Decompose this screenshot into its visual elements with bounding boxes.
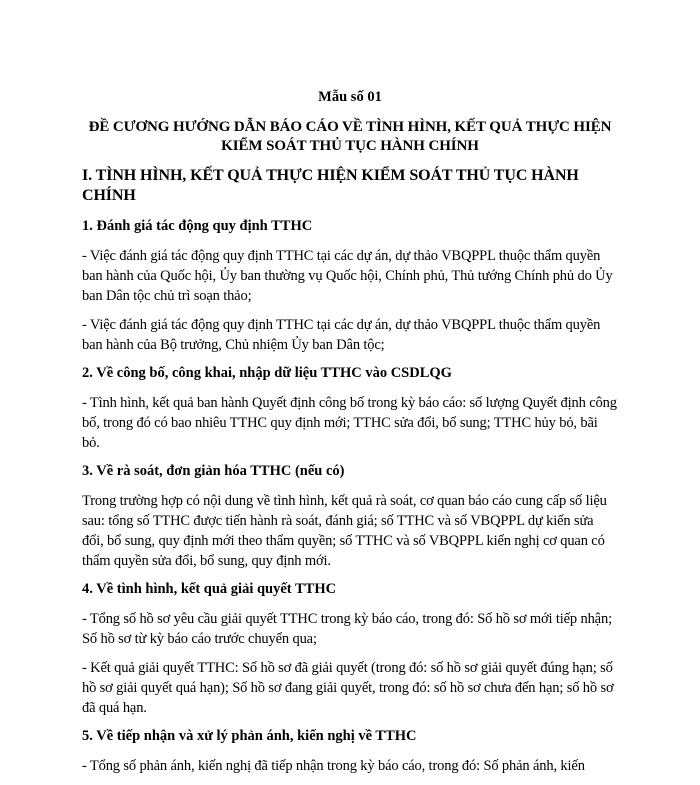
paragraph: - Tình hình, kết quả ban hành Quyết định công bố trong kỳ báo cáo: số lượng Quyết định công bố, trong đó có bao nhiêu TTHC quy định mới; TTHC sửa đổi, bổ sung; TTHC hủy bỏ, bãi bỏ. xyxy=(82,395,617,451)
subsection-heading-4: 4. Về tình hình, kết quả giải quyết TTHC xyxy=(82,581,337,597)
subsection-heading-1: 1. Đánh giá tác động quy định TTHC xyxy=(82,218,313,234)
paragraph: - Tổng số hồ sơ yêu cầu giải quyết TTHC trong kỳ báo cáo, trong đó: Số hồ sơ mới tiếp nhận; Số hồ sơ từ kỳ báo cáo trước chuyển qua; xyxy=(82,611,612,647)
paragraph: - Kết quả giải quyết TTHC: Số hồ sơ đã giải quyết (trong đó: số hồ sơ giải quyết đúng hạn; số hồ sơ giải quyết quá hạn); Số hồ sơ đang giải quyết, trong đó: số hồ sơ chưa đến hạn; số hồ sơ đã quá hạn. xyxy=(82,660,614,716)
subsection-heading-3: 3. Về rà soát, đơn giản hóa TTHC (nếu có) xyxy=(82,463,345,479)
subsection-heading-2: 2. Về công bố, công khai, nhập dữ liệu TTHC vào CSDLQG xyxy=(82,365,452,381)
document-page xyxy=(82,88,618,785)
paragraph: - Việc đánh giá tác động quy định TTHC tại các dự án, dự thảo VBQPPL thuộc thẩm quyền ban hành của Bộ trưởng, Chủ nhiệm Ủy ban Dân tộc; xyxy=(82,317,601,353)
document-title: ĐỀ CƯƠNG HƯỚNG DẪN BÁO CÁO VỀ TÌNH HÌNH, KẾT QUẢ THỰC HIỆN KIỂM SOÁT THỦ TỤC HÀNH CHÍNH xyxy=(88,119,612,154)
paragraph: - Việc đánh giá tác động quy định TTHC tại các dự án, dự thảo VBQPPL thuộc thẩm quyền ban hành của Quốc hội, Ủy ban thường vụ Quốc hội, Chính phủ, Thủ tướng Chính phủ do Ủy ban Dân tộc chủ trì soạn thảo; xyxy=(82,248,613,304)
paragraph: Trong trường hợp có nội dung về tình hình, kết quả rà soát, cơ quan báo cáo cung cấp số liệu sau: tổng số TTHC được tiến hành rà soát, đánh giá; số TTHC và số VBQPPL dự kiến sửa đổi, bổ sung, quy định mới theo thẩm quyền; số TTHC và số VBQPPL kiến nghị cơ quan có thẩm quyền sửa đổi, bổ sung, quy định mới. xyxy=(82,493,607,569)
form-number-label: Mẫu số 01 xyxy=(318,89,382,105)
section-heading: I. TÌNH HÌNH, KẾT QUẢ THỰC HIỆN KIỂM SOÁT THỦ TỤC HÀNH CHÍNH xyxy=(82,167,579,204)
paragraph: - Tổng số phản ánh, kiến nghị đã tiếp nhận trong kỳ báo cáo, trong đó: Số phản ánh, kiến xyxy=(82,758,585,774)
subsection-heading-5: 5. Về tiếp nhận và xử lý phản ánh, kiến nghị về TTHC xyxy=(82,728,417,744)
